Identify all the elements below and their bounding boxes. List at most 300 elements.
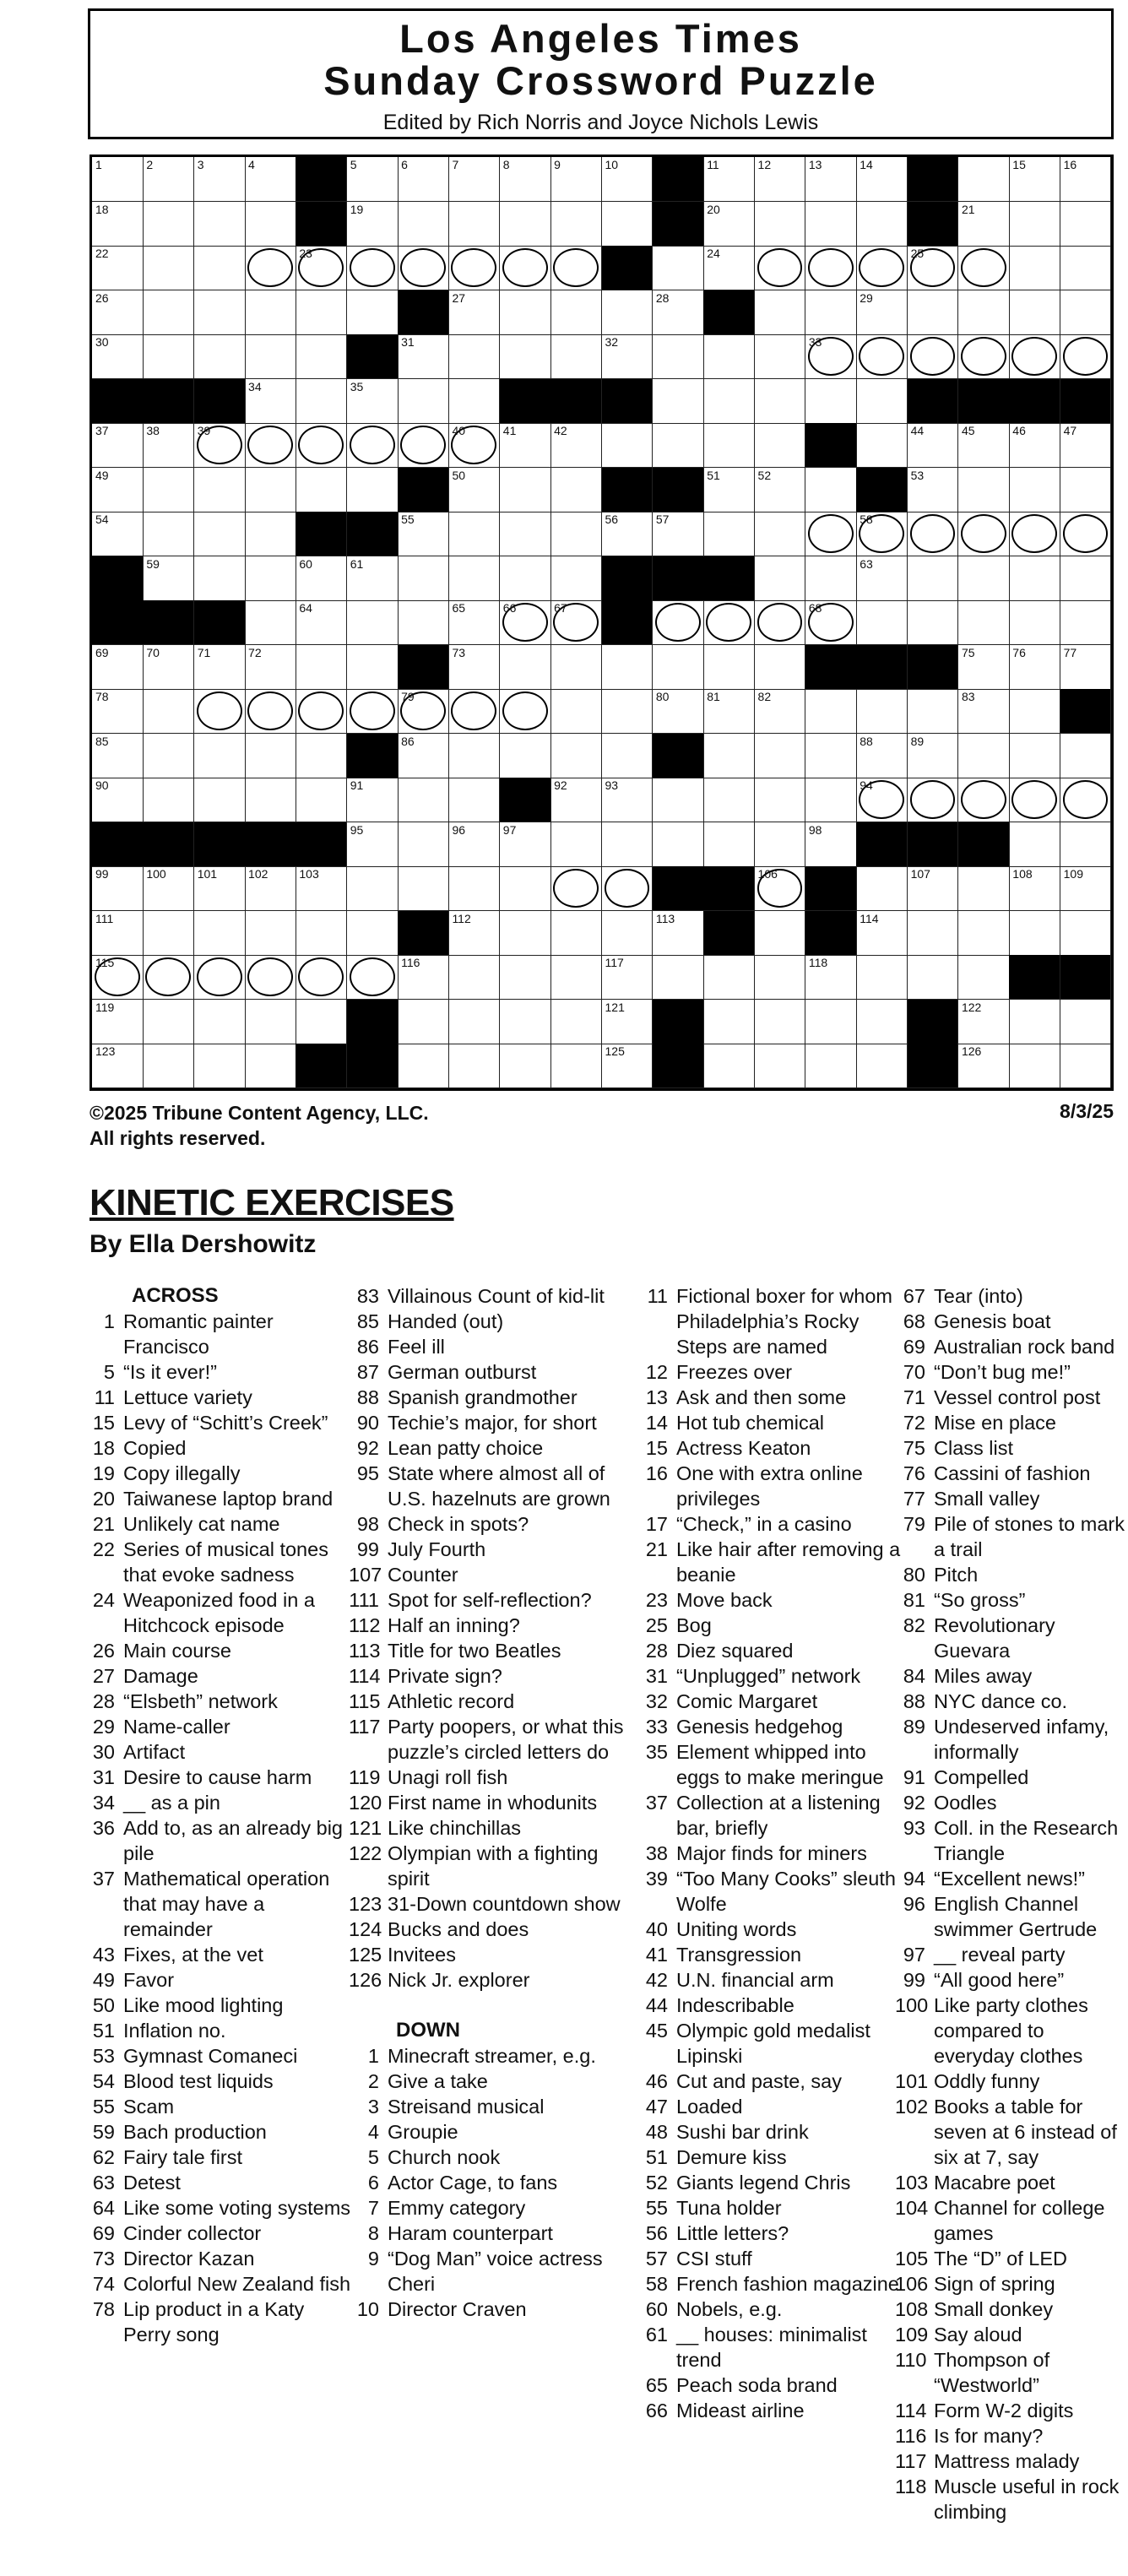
grid-cell[interactable]	[908, 290, 959, 335]
grid-cell[interactable]	[1009, 556, 1060, 601]
grid-cell[interactable]	[602, 512, 653, 556]
grid-cell[interactable]	[398, 734, 449, 778]
grid-cell[interactable]	[1060, 512, 1112, 556]
grid-cell[interactable]	[755, 955, 806, 1000]
grid-cell[interactable]	[500, 1044, 551, 1088]
grid-cell[interactable]	[500, 911, 551, 956]
grid-cell[interactable]	[296, 334, 347, 379]
grid-cell[interactable]	[755, 778, 806, 822]
grid-cell[interactable]	[347, 379, 399, 424]
grid-cell[interactable]	[194, 556, 246, 601]
grid-cell[interactable]	[550, 202, 602, 247]
grid-cell[interactable]	[500, 689, 551, 734]
grid-cell[interactable]	[245, 246, 296, 290]
grid-cell[interactable]	[296, 379, 347, 424]
grid-cell[interactable]	[448, 911, 500, 956]
grid-cell[interactable]	[194, 955, 246, 1000]
grid-cell[interactable]	[856, 600, 908, 645]
grid-cell[interactable]	[143, 556, 194, 601]
grid-cell[interactable]	[347, 866, 399, 911]
grid-cell[interactable]	[296, 468, 347, 512]
grid-cell[interactable]	[92, 734, 144, 778]
grid-cell[interactable]	[194, 778, 246, 822]
grid-cell[interactable]	[703, 955, 755, 1000]
grid-cell[interactable]	[1009, 334, 1060, 379]
grid-cell[interactable]	[958, 1044, 1010, 1088]
grid-cell[interactable]	[550, 822, 602, 867]
grid-cell[interactable]	[856, 955, 908, 1000]
grid-cell[interactable]	[245, 734, 296, 778]
grid-cell[interactable]	[245, 556, 296, 601]
grid-cell[interactable]	[1009, 822, 1060, 867]
grid-cell[interactable]	[653, 423, 704, 468]
grid-cell[interactable]	[805, 822, 857, 867]
grid-cell[interactable]	[856, 290, 908, 335]
grid-cell[interactable]	[194, 645, 246, 690]
grid-cell[interactable]	[958, 734, 1010, 778]
grid-cell[interactable]	[755, 734, 806, 778]
grid-cell[interactable]	[448, 290, 500, 335]
grid-cell[interactable]	[500, 645, 551, 690]
grid-cell[interactable]	[1060, 290, 1112, 335]
grid-cell[interactable]	[245, 955, 296, 1000]
grid-cell[interactable]	[755, 689, 806, 734]
grid-cell[interactable]	[245, 1000, 296, 1044]
grid-cell[interactable]	[92, 512, 144, 556]
grid-cell[interactable]	[500, 822, 551, 867]
grid-cell[interactable]	[92, 423, 144, 468]
grid-cell[interactable]	[347, 600, 399, 645]
grid-cell[interactable]	[1009, 911, 1060, 956]
grid-cell[interactable]	[908, 468, 959, 512]
grid-cell[interactable]	[347, 645, 399, 690]
grid-cell[interactable]	[347, 955, 399, 1000]
grid-cell[interactable]	[805, 246, 857, 290]
grid-cell[interactable]	[703, 645, 755, 690]
grid-cell[interactable]	[653, 512, 704, 556]
grid-cell[interactable]	[500, 1000, 551, 1044]
grid-cell[interactable]	[602, 778, 653, 822]
grid-cell[interactable]	[245, 645, 296, 690]
grid-cell[interactable]	[958, 556, 1010, 601]
grid-cell[interactable]	[143, 290, 194, 335]
grid-cell[interactable]	[143, 911, 194, 956]
grid-cell[interactable]	[856, 423, 908, 468]
grid-cell[interactable]	[703, 423, 755, 468]
grid-cell[interactable]	[755, 379, 806, 424]
grid-cell[interactable]	[347, 157, 399, 202]
grid-cell[interactable]	[550, 157, 602, 202]
grid-cell[interactable]	[347, 290, 399, 335]
grid-cell[interactable]	[92, 866, 144, 911]
grid-cell[interactable]	[448, 468, 500, 512]
grid-cell[interactable]	[1009, 734, 1060, 778]
grid-cell[interactable]	[92, 157, 144, 202]
grid-cell[interactable]	[500, 600, 551, 645]
grid-cell[interactable]	[296, 866, 347, 911]
grid-cell[interactable]	[703, 1044, 755, 1088]
grid-cell[interactable]	[805, 290, 857, 335]
grid-cell[interactable]	[1060, 645, 1112, 690]
grid-cell[interactable]	[194, 290, 246, 335]
grid-cell[interactable]	[602, 1000, 653, 1044]
grid-cell[interactable]	[347, 556, 399, 601]
grid-cell[interactable]	[500, 556, 551, 601]
grid-cell[interactable]	[296, 778, 347, 822]
grid-cell[interactable]	[194, 911, 246, 956]
grid-cell[interactable]	[194, 423, 246, 468]
grid-cell[interactable]	[194, 202, 246, 247]
grid-cell[interactable]	[194, 512, 246, 556]
grid-cell[interactable]	[805, 734, 857, 778]
grid-cell[interactable]	[1060, 157, 1112, 202]
grid-cell[interactable]	[958, 866, 1010, 911]
grid-cell[interactable]	[908, 866, 959, 911]
grid-cell[interactable]	[550, 1044, 602, 1088]
grid-cell[interactable]	[500, 157, 551, 202]
grid-cell[interactable]	[448, 1000, 500, 1044]
grid-cell[interactable]	[92, 202, 144, 247]
grid-cell[interactable]	[550, 468, 602, 512]
grid-cell[interactable]	[653, 290, 704, 335]
grid-cell[interactable]	[296, 1000, 347, 1044]
grid-cell[interactable]	[908, 246, 959, 290]
grid-cell[interactable]	[143, 468, 194, 512]
grid-cell[interactable]	[500, 423, 551, 468]
grid-cell[interactable]	[398, 556, 449, 601]
grid-cell[interactable]	[805, 379, 857, 424]
grid-cell[interactable]	[143, 645, 194, 690]
grid-cell[interactable]	[398, 822, 449, 867]
grid-cell[interactable]	[653, 334, 704, 379]
grid-cell[interactable]	[1060, 468, 1112, 512]
grid-cell[interactable]	[92, 778, 144, 822]
grid-cell[interactable]	[1060, 423, 1112, 468]
grid-cell[interactable]	[1060, 822, 1112, 867]
grid-cell[interactable]	[703, 689, 755, 734]
grid-cell[interactable]	[245, 334, 296, 379]
grid-cell[interactable]	[296, 911, 347, 956]
grid-cell[interactable]	[805, 556, 857, 601]
grid-cell[interactable]	[143, 202, 194, 247]
grid-cell[interactable]	[755, 645, 806, 690]
grid-cell[interactable]	[92, 468, 144, 512]
grid-cell[interactable]	[550, 645, 602, 690]
grid-cell[interactable]	[245, 468, 296, 512]
grid-cell[interactable]	[958, 290, 1010, 335]
grid-cell[interactable]	[703, 246, 755, 290]
grid-cell[interactable]	[755, 911, 806, 956]
grid-cell[interactable]	[1060, 734, 1112, 778]
grid-cell[interactable]	[703, 512, 755, 556]
grid-cell[interactable]	[755, 600, 806, 645]
grid-cell[interactable]	[958, 157, 1010, 202]
grid-cell[interactable]	[958, 512, 1010, 556]
grid-cell[interactable]	[755, 157, 806, 202]
grid-cell[interactable]	[347, 822, 399, 867]
grid-cell[interactable]	[856, 689, 908, 734]
grid-cell[interactable]	[500, 334, 551, 379]
grid-cell[interactable]	[245, 202, 296, 247]
grid-cell[interactable]	[296, 689, 347, 734]
grid-cell[interactable]	[1009, 423, 1060, 468]
grid-cell[interactable]	[143, 689, 194, 734]
grid-cell[interactable]	[755, 866, 806, 911]
grid-cell[interactable]	[653, 645, 704, 690]
grid-cell[interactable]	[958, 1000, 1010, 1044]
grid-cell[interactable]	[805, 468, 857, 512]
grid-cell[interactable]	[958, 334, 1010, 379]
grid-cell[interactable]	[703, 1000, 755, 1044]
grid-cell[interactable]	[92, 290, 144, 335]
grid-cell[interactable]	[143, 334, 194, 379]
grid-cell[interactable]	[1060, 778, 1112, 822]
grid-cell[interactable]	[755, 334, 806, 379]
grid-cell[interactable]	[602, 645, 653, 690]
grid-cell[interactable]	[653, 379, 704, 424]
grid-cell[interactable]	[1009, 202, 1060, 247]
grid-cell[interactable]	[703, 202, 755, 247]
grid-cell[interactable]	[500, 512, 551, 556]
grid-cell[interactable]	[1060, 911, 1112, 956]
grid-cell[interactable]	[703, 468, 755, 512]
grid-cell[interactable]	[550, 600, 602, 645]
grid-cell[interactable]	[194, 1044, 246, 1088]
grid-cell[interactable]	[398, 778, 449, 822]
grid-cell[interactable]	[448, 689, 500, 734]
grid-cell[interactable]	[653, 689, 704, 734]
grid-cell[interactable]	[1060, 556, 1112, 601]
grid-cell[interactable]	[347, 689, 399, 734]
grid-cell[interactable]	[805, 955, 857, 1000]
grid-cell[interactable]	[602, 734, 653, 778]
grid-cell[interactable]	[703, 822, 755, 867]
grid-cell[interactable]	[653, 600, 704, 645]
grid-cell[interactable]	[448, 645, 500, 690]
grid-cell[interactable]	[398, 157, 449, 202]
grid-cell[interactable]	[398, 379, 449, 424]
grid-cell[interactable]	[92, 246, 144, 290]
grid-cell[interactable]	[245, 1044, 296, 1088]
grid-cell[interactable]	[194, 157, 246, 202]
grid-cell[interactable]	[448, 202, 500, 247]
grid-cell[interactable]	[500, 290, 551, 335]
grid-cell[interactable]	[347, 423, 399, 468]
grid-cell[interactable]	[194, 689, 246, 734]
grid-cell[interactable]	[550, 334, 602, 379]
grid-cell[interactable]	[908, 512, 959, 556]
grid-cell[interactable]	[347, 911, 399, 956]
grid-cell[interactable]	[398, 512, 449, 556]
grid-cell[interactable]	[1009, 468, 1060, 512]
grid-cell[interactable]	[92, 955, 144, 1000]
grid-cell[interactable]	[92, 1044, 144, 1088]
grid-cell[interactable]	[1060, 600, 1112, 645]
grid-cell[interactable]	[755, 512, 806, 556]
grid-cell[interactable]	[602, 334, 653, 379]
grid-cell[interactable]	[856, 512, 908, 556]
grid-cell[interactable]	[550, 778, 602, 822]
grid-cell[interactable]	[958, 600, 1010, 645]
grid-cell[interactable]	[550, 423, 602, 468]
grid-cell[interactable]	[448, 866, 500, 911]
grid-cell[interactable]	[143, 512, 194, 556]
grid-cell[interactable]	[856, 1044, 908, 1088]
grid-cell[interactable]	[143, 1000, 194, 1044]
grid-cell[interactable]	[1009, 689, 1060, 734]
grid-cell[interactable]	[245, 423, 296, 468]
grid-cell[interactable]	[347, 246, 399, 290]
grid-cell[interactable]	[805, 1044, 857, 1088]
grid-cell[interactable]	[245, 512, 296, 556]
grid-cell[interactable]	[1009, 512, 1060, 556]
grid-cell[interactable]	[245, 290, 296, 335]
grid-cell[interactable]	[958, 423, 1010, 468]
grid-cell[interactable]	[1009, 1000, 1060, 1044]
grid-cell[interactable]	[602, 157, 653, 202]
grid-cell[interactable]	[805, 689, 857, 734]
grid-cell[interactable]	[500, 866, 551, 911]
grid-cell[interactable]	[448, 379, 500, 424]
grid-cell[interactable]	[143, 866, 194, 911]
grid-cell[interactable]	[143, 734, 194, 778]
grid-cell[interactable]	[448, 556, 500, 601]
grid-cell[interactable]	[398, 334, 449, 379]
grid-cell[interactable]	[1009, 1044, 1060, 1088]
grid-cell[interactable]	[1009, 645, 1060, 690]
grid-cell[interactable]	[296, 955, 347, 1000]
grid-cell[interactable]	[448, 512, 500, 556]
grid-cell[interactable]	[755, 1044, 806, 1088]
grid-cell[interactable]	[908, 911, 959, 956]
grid-cell[interactable]	[296, 600, 347, 645]
grid-cell[interactable]	[602, 822, 653, 867]
grid-cell[interactable]	[602, 1044, 653, 1088]
grid-cell[interactable]	[755, 423, 806, 468]
grid-cell[interactable]	[550, 689, 602, 734]
grid-cell[interactable]	[347, 202, 399, 247]
grid-cell[interactable]	[908, 423, 959, 468]
grid-cell[interactable]	[856, 866, 908, 911]
grid-cell[interactable]	[602, 955, 653, 1000]
grid-cell[interactable]	[1009, 246, 1060, 290]
grid-cell[interactable]	[143, 955, 194, 1000]
grid-cell[interactable]	[856, 202, 908, 247]
grid-cell[interactable]	[92, 911, 144, 956]
grid-cell[interactable]	[92, 645, 144, 690]
grid-cell[interactable]	[92, 1000, 144, 1044]
grid-cell[interactable]	[856, 911, 908, 956]
grid-cell[interactable]	[448, 955, 500, 1000]
grid-cell[interactable]	[550, 512, 602, 556]
grid-cell[interactable]	[856, 334, 908, 379]
grid-cell[interactable]	[856, 556, 908, 601]
grid-cell[interactable]	[143, 246, 194, 290]
grid-cell[interactable]	[448, 334, 500, 379]
grid-cell[interactable]	[755, 202, 806, 247]
grid-cell[interactable]	[653, 911, 704, 956]
grid-cell[interactable]	[703, 778, 755, 822]
grid-cell[interactable]	[958, 911, 1010, 956]
grid-cell[interactable]	[143, 157, 194, 202]
grid-cell[interactable]	[194, 334, 246, 379]
grid-cell[interactable]	[703, 734, 755, 778]
grid-cell[interactable]	[602, 202, 653, 247]
grid-cell[interactable]	[856, 1000, 908, 1044]
grid-cell[interactable]	[856, 734, 908, 778]
grid-cell[interactable]	[755, 468, 806, 512]
grid-cell[interactable]	[245, 600, 296, 645]
grid-cell[interactable]	[500, 246, 551, 290]
grid-cell[interactable]	[908, 556, 959, 601]
grid-cell[interactable]	[194, 734, 246, 778]
grid-cell[interactable]	[602, 911, 653, 956]
grid-cell[interactable]	[398, 600, 449, 645]
grid-cell[interactable]	[550, 734, 602, 778]
grid-cell[interactable]	[245, 778, 296, 822]
grid-cell[interactable]	[602, 689, 653, 734]
grid-cell[interactable]	[958, 468, 1010, 512]
grid-cell[interactable]	[245, 866, 296, 911]
grid-cell[interactable]	[550, 955, 602, 1000]
grid-cell[interactable]	[958, 202, 1010, 247]
grid-cell[interactable]	[500, 734, 551, 778]
grid-cell[interactable]	[1060, 1044, 1112, 1088]
grid-cell[interactable]	[856, 157, 908, 202]
grid-cell[interactable]	[398, 866, 449, 911]
grid-cell[interactable]	[92, 334, 144, 379]
grid-cell[interactable]	[296, 556, 347, 601]
grid-cell[interactable]	[755, 290, 806, 335]
grid-cell[interactable]	[550, 290, 602, 335]
grid-cell[interactable]	[194, 1000, 246, 1044]
grid-cell[interactable]	[92, 689, 144, 734]
grid-cell[interactable]	[958, 778, 1010, 822]
grid-cell[interactable]	[908, 689, 959, 734]
grid-cell[interactable]	[398, 423, 449, 468]
grid-cell[interactable]	[602, 290, 653, 335]
grid-cell[interactable]	[1009, 290, 1060, 335]
grid-cell[interactable]	[296, 645, 347, 690]
grid-cell[interactable]	[550, 866, 602, 911]
grid-cell[interactable]	[958, 645, 1010, 690]
grid-cell[interactable]	[448, 778, 500, 822]
grid-cell[interactable]	[143, 778, 194, 822]
grid-cell[interactable]	[398, 202, 449, 247]
grid-cell[interactable]	[398, 1044, 449, 1088]
grid-cell[interactable]	[550, 1000, 602, 1044]
grid-cell[interactable]	[550, 246, 602, 290]
grid-cell[interactable]	[653, 955, 704, 1000]
grid-cell[interactable]	[194, 468, 246, 512]
grid-cell[interactable]	[347, 778, 399, 822]
grid-cell[interactable]	[856, 379, 908, 424]
grid-cell[interactable]	[1009, 866, 1060, 911]
grid-cell[interactable]	[398, 955, 449, 1000]
grid-cell[interactable]	[1060, 246, 1112, 290]
grid-cell[interactable]	[908, 600, 959, 645]
grid-cell[interactable]	[602, 423, 653, 468]
grid-cell[interactable]	[958, 955, 1010, 1000]
grid-cell[interactable]	[296, 423, 347, 468]
grid-cell[interactable]	[805, 778, 857, 822]
grid-cell[interactable]	[550, 556, 602, 601]
grid-cell[interactable]	[398, 689, 449, 734]
grid-cell[interactable]	[755, 822, 806, 867]
grid-cell[interactable]	[958, 246, 1010, 290]
grid-cell[interactable]	[908, 734, 959, 778]
grid-cell[interactable]	[245, 911, 296, 956]
